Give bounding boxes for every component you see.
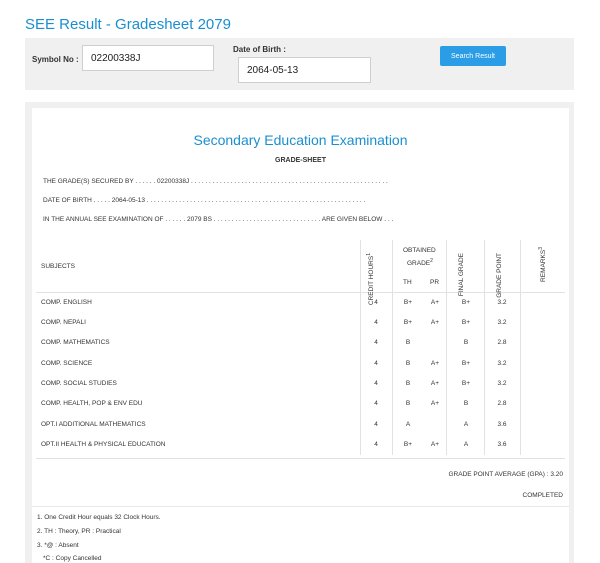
dob-line: DATE OF BIRTH . . . . . 2064-05-13 . . . . . . . . . . . . . . . . . . . . . . . . . . . . . . . . . . . . . . . . . . . . . . . . . . . . . . . . . . . . . — [43, 197, 366, 204]
pr-cell: A+ — [430, 380, 440, 387]
th-cell: B — [405, 380, 411, 387]
grade-point-cell: 2.8 — [497, 400, 507, 407]
col-divider — [520, 240, 521, 455]
credit-hours-header: CREDIT HOURS$^1$ — [366, 253, 376, 306]
th-header: TH — [403, 279, 412, 286]
pr-cell: A+ — [430, 360, 440, 367]
final-grade-cell: A — [463, 441, 469, 448]
col-divider — [446, 240, 447, 455]
credit-cell: 4 — [374, 319, 378, 326]
dob-label: Date of Birth : — [233, 45, 286, 54]
exam-title: Secondary Education Examination — [193, 132, 408, 148]
grade-point-cell: 3.6 — [497, 441, 507, 448]
exam-line: IN THE ANNUAL SEE EXAMINATION OF . . . . . . 2079 BS . . . . . . . . . . . . . . . . . . . . . . . . . . . . . . ARE GIVEN BELOW . . . — [43, 216, 394, 223]
th-cell: B+ — [403, 319, 413, 326]
dob-input[interactable] — [238, 57, 371, 83]
pr-cell: A+ — [430, 441, 440, 448]
subject-cell: COMP. SOCIAL STUDIES — [41, 380, 117, 387]
credit-cell: 4 — [374, 441, 378, 448]
symbol-input[interactable] — [82, 45, 214, 71]
subject-cell: COMP. SCIENCE — [41, 360, 93, 367]
remarks-header: REMARKS$^3$ — [538, 247, 548, 282]
final-grade-header: FINAL GRADE — [458, 253, 465, 297]
final-grade-cell: B+ — [461, 380, 471, 387]
result-status: COMPLETED — [522, 492, 563, 499]
subject-cell: COMP. ENGLISH — [41, 299, 92, 306]
credit-cell: 4 — [374, 360, 378, 367]
footnote-3: 3. *@ : Absent — [37, 542, 79, 549]
col-divider — [392, 240, 393, 455]
grade-point-cell: 3.2 — [497, 360, 507, 367]
notes-divider — [32, 506, 569, 507]
pr-cell: A+ — [430, 319, 440, 326]
gradesheet-title: GRADE-SHEET — [275, 157, 326, 164]
pr-cell: A+ — [430, 299, 440, 306]
credit-cell: 4 — [374, 380, 378, 387]
th-cell: B — [405, 360, 411, 367]
subjects-header: SUBJECTS — [41, 263, 75, 270]
th-cell: B+ — [403, 299, 413, 306]
secured-by-line: THE GRADE(S) SECURED BY . . . . . . 02200338J . . . . . . . . . . . . . . . . . . . . . . . . . . . . . . . . . . . . . . . . . . . . . . . . . . . . . . . — [43, 178, 388, 185]
credit-cell: 4 — [374, 339, 378, 346]
grade-point-cell: 3.2 — [497, 319, 507, 326]
header-divider — [36, 292, 565, 293]
grade-point-cell: 3.6 — [497, 421, 507, 428]
pr-header: PR — [430, 279, 440, 286]
th-cell: B+ — [403, 441, 413, 448]
page-title: SEE Result - Gradesheet 2079 — [25, 16, 231, 33]
final-grade-cell: A — [463, 421, 469, 428]
final-grade-cell: B — [463, 400, 469, 407]
th-cell: B — [405, 400, 411, 407]
grade-header: GRADE$^2$ — [407, 258, 433, 268]
credit-cell: 4 — [374, 299, 378, 306]
footnote-4: *C : Copy Cancelled — [43, 555, 102, 562]
symbol-label: Symbol No : — [32, 55, 79, 64]
gpa-summary: GRADE POINT AVERAGE (GPA) : 3.20 — [448, 471, 563, 478]
grade-point-cell: 3.2 — [497, 299, 507, 306]
th-cell: B — [405, 339, 411, 346]
footnote-2: 2. TH : Theory, PR : Practical — [37, 528, 121, 535]
th-cell: A — [405, 421, 411, 428]
col-divider — [360, 240, 361, 455]
subject-cell: OPT.II HEALTH & PHYSICAL EDUCATION — [41, 441, 166, 448]
col-divider — [484, 240, 485, 455]
subject-cell: OPT.I ADDITIONAL MATHEMATICS — [41, 421, 146, 428]
grade-point-cell: 2.8 — [497, 339, 507, 346]
final-grade-cell: B — [463, 339, 469, 346]
subject-cell: COMP. NEPALI — [41, 319, 86, 326]
credit-cell: 4 — [374, 421, 378, 428]
table-bottom-divider — [36, 458, 565, 459]
final-grade-cell: B+ — [461, 299, 471, 306]
grade-point-cell: 3.2 — [497, 380, 507, 387]
final-grade-cell: B+ — [461, 319, 471, 326]
gradesheet-card — [32, 108, 569, 563]
grade-point-header: GRADE POINT — [496, 253, 503, 298]
credit-cell: 4 — [374, 400, 378, 407]
subject-cell: COMP. HEALTH, POP & ENV EDU — [41, 400, 143, 407]
search-result-button[interactable]: Search Result — [440, 46, 506, 66]
obtained-header: OBTAINED — [403, 247, 436, 254]
final-grade-cell: B+ — [461, 360, 471, 367]
footnote-1: 1. One Credit Hour equals 32 Clock Hours. — [37, 514, 161, 521]
pr-cell: A+ — [430, 400, 440, 407]
subject-cell: COMP. MATHEMATICS — [41, 339, 110, 346]
